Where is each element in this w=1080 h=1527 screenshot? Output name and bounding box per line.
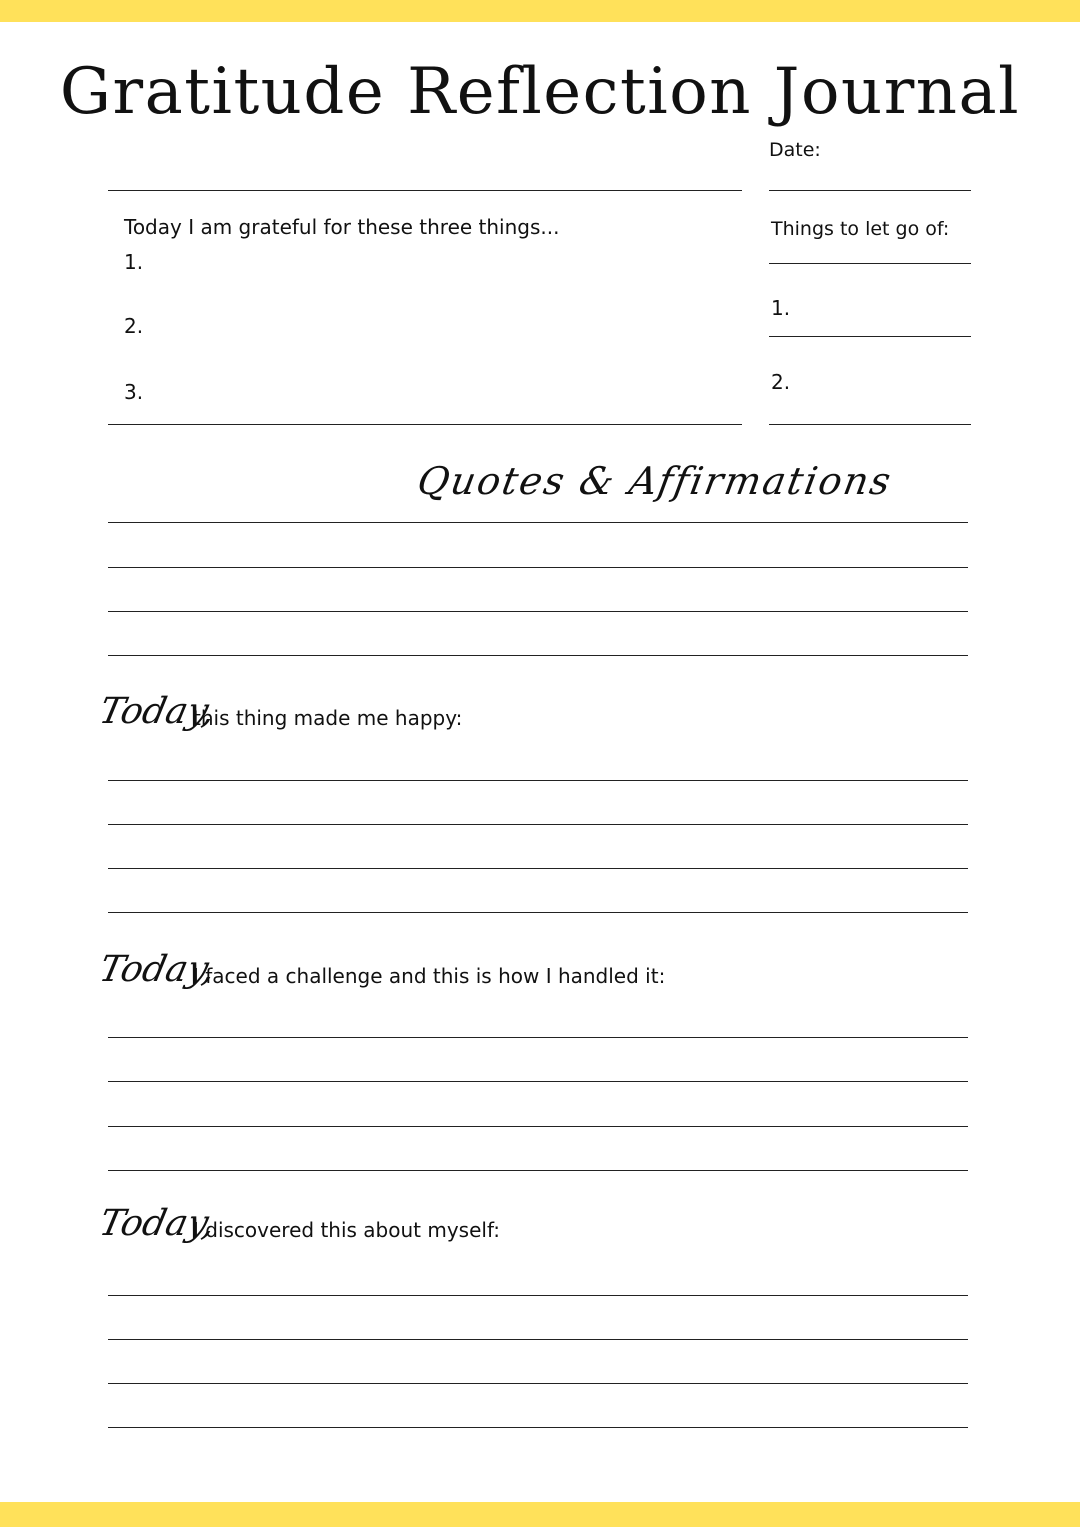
let-go-label: Things to let go of: bbox=[771, 218, 950, 240]
grateful-item-2: 2. bbox=[124, 314, 144, 338]
section-1-prompt: this thing made me happy: bbox=[193, 706, 463, 730]
section-2-line[interactable] bbox=[108, 1081, 968, 1082]
date-input-line[interactable] bbox=[769, 190, 971, 191]
let-go-item-2: 2. bbox=[771, 370, 791, 394]
section-1-script-today: Today, bbox=[95, 691, 219, 732]
grateful-prompt: Today I am grateful for these three things... bbox=[124, 215, 560, 239]
top-accent-band bbox=[0, 0, 1080, 22]
section-1-line[interactable] bbox=[108, 912, 968, 913]
section-3-line[interactable] bbox=[108, 1383, 968, 1384]
section-2-line[interactable] bbox=[108, 1126, 968, 1127]
quotes-line[interactable] bbox=[108, 655, 968, 656]
grateful-item-1: 1. bbox=[124, 250, 144, 274]
section-2-prompt: I faced a challenge and this is how I handled it: bbox=[193, 964, 666, 988]
grateful-item-3: 3. bbox=[124, 380, 144, 404]
quotes-line[interactable] bbox=[108, 611, 968, 612]
bottom-accent-band bbox=[0, 1502, 1080, 1527]
section-3-script-today: Today, bbox=[95, 1203, 219, 1244]
grateful-bottom-line bbox=[108, 424, 742, 425]
section-2-line[interactable] bbox=[108, 1170, 968, 1171]
quotes-affirmations-heading: Quotes & Affirmations bbox=[414, 459, 896, 503]
section-1-line[interactable] bbox=[108, 868, 968, 869]
let-go-line-1[interactable] bbox=[769, 336, 971, 337]
section-1-line[interactable] bbox=[108, 780, 968, 781]
let-go-divider bbox=[769, 263, 971, 264]
section-3-line[interactable] bbox=[108, 1339, 968, 1340]
date-label: Date: bbox=[769, 139, 821, 161]
quotes-line[interactable] bbox=[108, 522, 968, 523]
section-3-line[interactable] bbox=[108, 1295, 968, 1296]
header-divider-line bbox=[108, 190, 742, 191]
let-go-line-2[interactable] bbox=[769, 424, 971, 425]
let-go-item-1: 1. bbox=[771, 296, 791, 320]
section-2-script-today: Today, bbox=[95, 949, 219, 990]
page-title: Gratitude Reflection Journal bbox=[59, 55, 1021, 129]
section-1-line[interactable] bbox=[108, 824, 968, 825]
section-3-line[interactable] bbox=[108, 1427, 968, 1428]
quotes-line[interactable] bbox=[108, 567, 968, 568]
section-2-line[interactable] bbox=[108, 1037, 968, 1038]
section-3-prompt: I discovered this about myself: bbox=[193, 1218, 501, 1242]
